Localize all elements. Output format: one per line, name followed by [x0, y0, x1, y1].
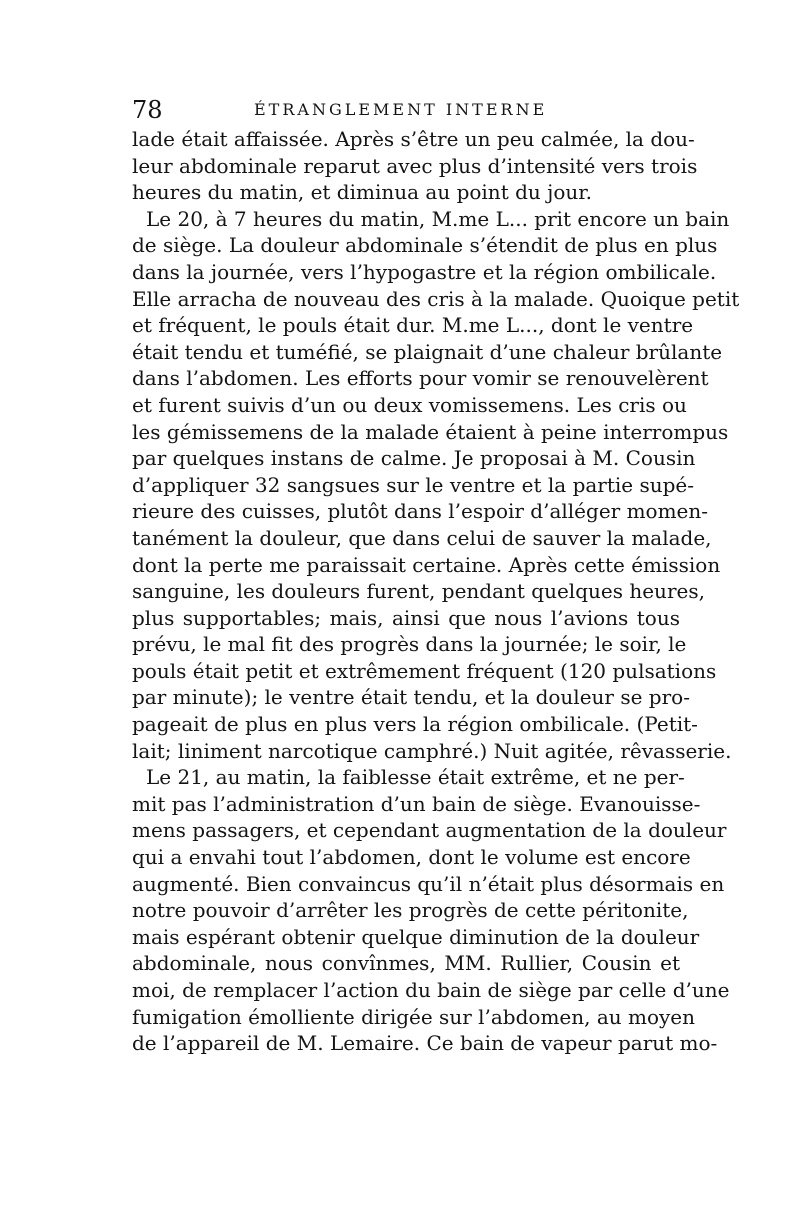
text-line: d’appliquer 32 sangsues sur le ventre et la partie supé- — [132, 472, 695, 497]
text-line: par quelques instans de calme. Je proposai à M. Cousin — [132, 446, 696, 471]
text-line: prévu, le mal fit des progrès dans la journée; le soir, le — [132, 632, 687, 657]
text-line: pageait de plus en plus vers la région ombilicale. (Petit- — [132, 712, 698, 737]
text-line: mais espérant obtenir quelque diminution de la douleur — [132, 924, 700, 949]
text-line: plus supportables; mais, ainsi que nous l’avions tous — [132, 605, 680, 630]
text-line: Elle arracha de nouveau des cris à la malade. Quoique petit — [132, 286, 740, 311]
text-line: Le 20, à 7 heures du matin, M.me L... prit encore un bain — [146, 206, 730, 231]
text-line: et fréquent, le pouls était dur. M.me L..., dont le ventre — [132, 313, 694, 338]
text-line: heures du matin, et diminua au point du jour. — [132, 180, 592, 205]
text-line: par minute); le ventre était tendu, et la douleur se pro- — [132, 685, 690, 710]
text-line: de l’appareil de M. Lemaire. Ce bain de vapeur parut mo- — [132, 1031, 718, 1056]
text-line: fumigation émolliente dirigée sur l’abdomen, au moyen — [132, 1004, 696, 1029]
text-line: était tendu et tuméfié, se plaignait d’une chaleur brûlante — [132, 339, 723, 364]
text-line: qui a envahi tout l’abdomen, dont le volume est encore — [132, 845, 691, 870]
text-line: Le 21, au matin, la faiblesse était extrême, et ne per- — [146, 765, 685, 790]
text-line: tanément la douleur, que dans celui de sauver la malade, — [132, 525, 712, 550]
text-line: moi, de remplacer l’action du bain de siège par celle d’une — [132, 978, 730, 1002]
running-head: ÉTRANGLEMENT INTERNE — [254, 100, 548, 119]
text-line: dont la perte me paraissait certaine. Après cette émission — [132, 552, 721, 577]
text-line: et furent suivis d’un ou deux vomissemens. Les cris ou — [132, 392, 687, 417]
text-line: mens passagers, et cependant augmentation de la douleur — [132, 818, 727, 843]
text-line: rieure des cuisses, plutôt dans l’espoir d’alléger momen- — [132, 499, 709, 524]
text-line: de siège. La douleur abdominale s’étendit de plus en plus — [132, 233, 718, 258]
text-line: leur abdominale reparut avec plus d’intensité vers trois — [132, 153, 698, 178]
text-line: les gémissemens de la malade étaient à peine interrompus — [132, 419, 729, 444]
text-line: notre pouvoir d’arrêter les progrès de cette péritonite, — [132, 898, 689, 923]
text-line: dans l’abdomen. Les efforts pour vomir se renouvelèrent — [132, 366, 709, 391]
page-header — [132, 93, 680, 127]
text-line: abdominale, nous convînmes, MM. Rullier, Cousin et — [132, 951, 680, 976]
text-line: lait; liniment narcotique camphré.) Nuit agitée, rêvasserie. — [132, 738, 732, 763]
text-line: pouls était petit et extrêmement fréquent (120 pulsations — [132, 658, 717, 683]
text-line: sanguine, les douleurs furent, pendant quelques heures, — [132, 579, 705, 604]
text-line: augmenté. Bien convaincus qu’il n’était plus désormais en — [132, 871, 725, 896]
text-line: mit pas l’administration d’un bain de siège. Evanouisse- — [132, 791, 701, 816]
text-line: lade était affaissée. Après s’être un peu calmée, la dou- — [132, 127, 695, 151]
body-text — [132, 126, 740, 1057]
page-number: 78 — [132, 96, 163, 124]
text-line: dans la journée, vers l’hypogastre et la région ombilicale. — [132, 259, 717, 284]
